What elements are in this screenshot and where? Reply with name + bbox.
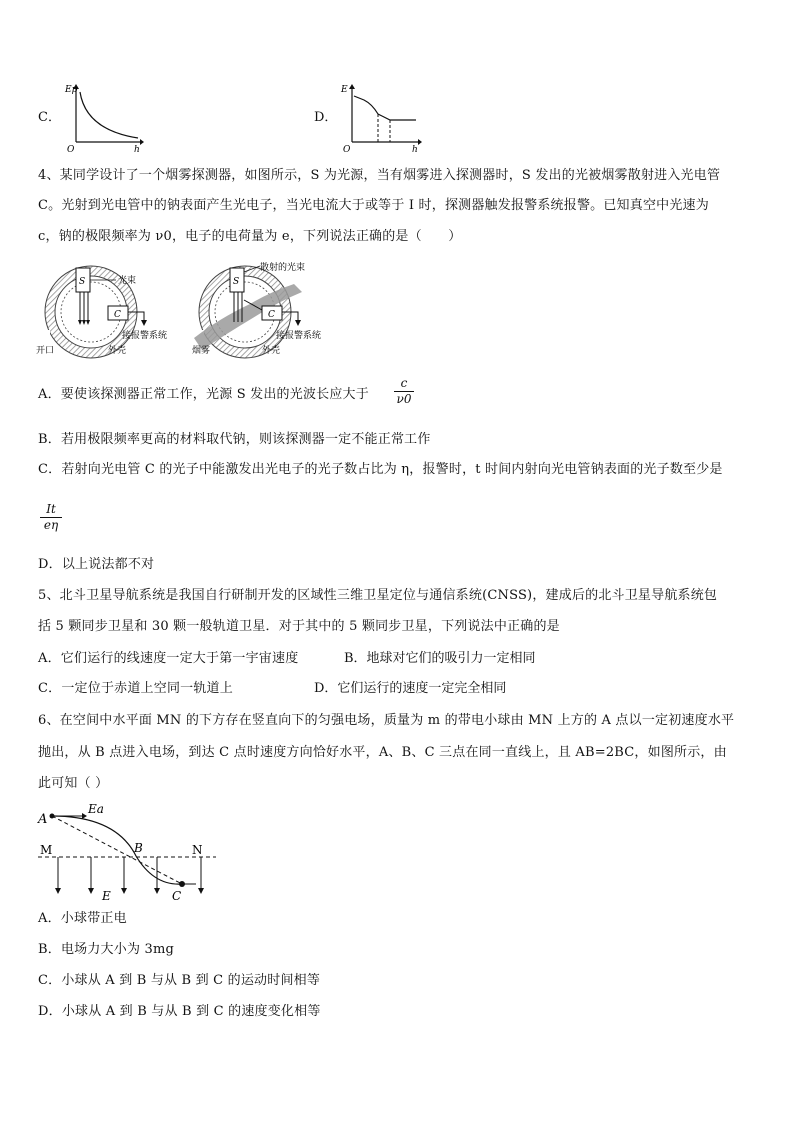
q6-line1: 6、在空间中水平面 MN 的下方存在竖直向下的匀强电场，质量为 m 的带电小球由 MN 上方的 A 点以一定初速度水平 [38,713,735,728]
q5-line2: 括 5 颗同步卫星和 30 颗一般轨道卫星．对于其中的 5 颗同步卫星，下列说法中正确的是 [38,619,560,634]
q6-label-ea: Ea [88,802,104,816]
detector-figure-left [36,260,186,360]
q4-option-c: C．若射向光电管 C 的光子中能激发出光电子的光子数占比为 η，报警时，t 时间内射向光电管钠表面的光子数至少是 [38,462,723,477]
option-c-label: C． [38,110,61,125]
left-shell-label: 外壳 [108,346,127,356]
q6-label-m: M [40,843,53,857]
q6-option-b: B．电场力大小为 3mg [38,942,175,957]
graph-c-x-label: h [134,145,140,155]
q4-option-c-fraction [40,502,62,532]
q4-line2: C。光射到光电管中的钠表面产生光电子，当光电流大于或等于 I 时，探测器触发报警系统报警。已知真空中光速为 [38,198,709,213]
q6-line2: 抛出，从 B 点进入电场，到达 C 点时速度方向恰好水平，A、B、C 三点在同一直线上，且 AB=2BC，如图所示，由 [38,745,727,760]
right-smoke-label: 烟雾 [192,346,211,356]
q5-option-b: B．地球对它们的吸引力一定相同 [344,651,536,666]
right-alarm-label: 接报警系统 [276,331,322,341]
q6-label-c: C [172,889,182,903]
q4-line3: c，钠的极限频率为 ν0，电子的电荷量为 e，下列说法正确的是（ ） [38,229,462,244]
left-beam-label: 光束 [118,276,137,286]
detector-figure-right [190,260,340,360]
q4-option-d: D．以上说法都不对 [38,557,155,572]
left-s-label: S [79,277,86,287]
graph-c-y-label: Ep [65,85,78,95]
right-scatter-label: 散射的光束 [260,263,306,273]
q4-option-b: B．若用极限频率更高的材料取代钠，则该探测器一定不能正常工作 [38,432,431,447]
graph-d-x-label: h [412,145,418,155]
right-shell-label: 外壳 [262,346,281,356]
graph-c [64,82,144,155]
q5-option-d: D．它们运行的速度一定完全相同 [314,681,507,696]
q6-line3: 此可知（ ） [38,776,109,791]
graph-c-origin: O [67,145,75,155]
q4-line1: 4、某同学设计了一个烟雾探测器，如图所示，S 为光源，当有烟雾进入探测器时，S 发出的光被烟雾散射进入光电管 [38,168,721,183]
left-opening-label: 开口 [36,346,55,356]
q4-option-a: A．要使该探测器正常工作，光源 S 发出的光波长应大于 [38,387,369,402]
right-s-label: S [233,277,240,287]
q6-label-a: A [38,812,48,827]
q4-option-a-frac-den: ν0 [394,391,414,406]
graph-d-y-label: E [341,85,348,95]
q5-option-c: C．一定位于赤道上空同一轨道上 [38,681,233,696]
graph-d [340,82,422,155]
q6-trajectory-figure [36,796,226,906]
q4-option-a-frac-num: c [400,376,408,390]
left-c-label: C [114,310,121,320]
q5-line1: 5、北斗卫星导航系统是我国自行研制开发的区域性三维卫星定位与通信系统(CNSS)，建成后的北斗卫星导航系统包 [38,588,718,603]
graph-d-origin: O [343,145,351,155]
q4-option-c-frac-den: eη [40,517,62,532]
q4-option-c-frac-num: It [46,502,56,516]
right-c-label: C [268,310,275,320]
q5-option-a: A．它们运行的线速度一定大于第一宇宙速度 [38,651,299,666]
q6-label-n: N [192,843,203,857]
q6-option-d: D．小球从 A 到 B 与从 B 到 C 的速度变化相等 [38,1004,321,1019]
option-d-label: D． [314,110,338,125]
q6-label-b: B [134,841,143,855]
q6-option-c: C．小球从 A 到 B 与从 B 到 C 的运动时间相等 [38,973,321,988]
q6-label-e: E [102,889,111,903]
left-alarm-label: 接报警系统 [122,331,168,341]
q4-option-a-fraction [394,376,414,406]
q6-option-a: A．小球带正电 [38,911,127,926]
